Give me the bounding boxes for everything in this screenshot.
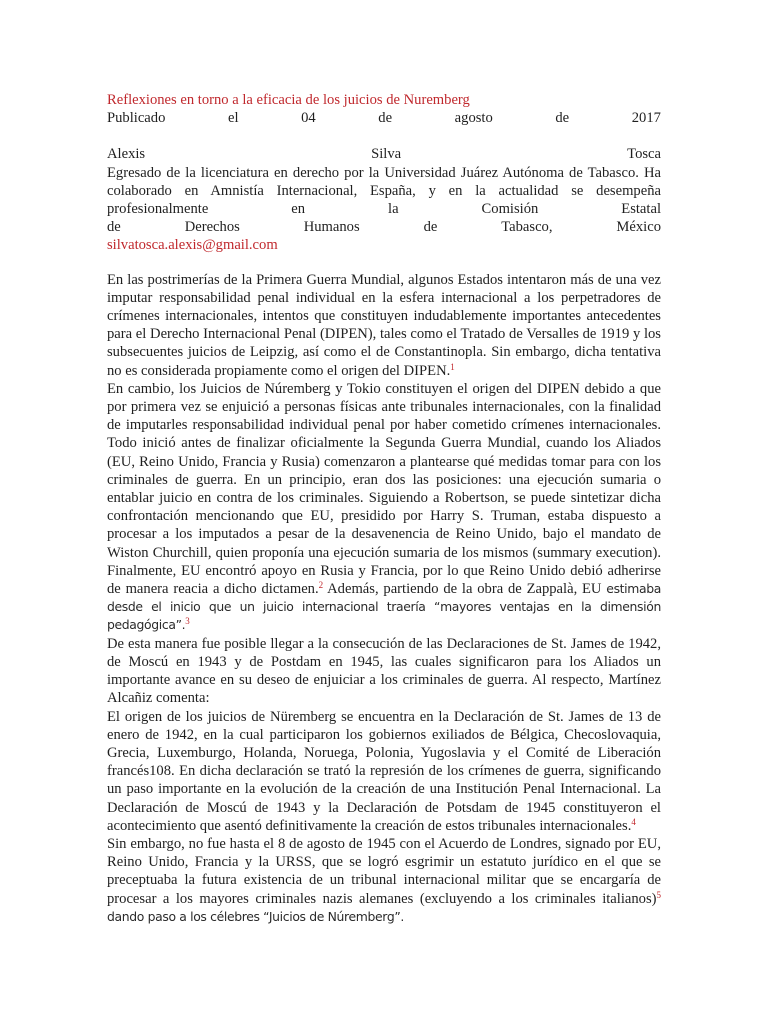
article-title: Reflexiones en torno a la eficacia de los juicios de Nuremberg <box>107 92 470 108</box>
publish-word-7: 2017 <box>631 110 661 127</box>
bio-word-4: de <box>423 219 438 236</box>
paragraph-4-text: El origen de los juicios de Nüremberg se encuentra en la Declaración de St. James de 13 de enero de 1942, en la cual participaron los gobiernos exiliados de Bélgica, Checoslovaquia, Grecia, Luxemburgo, Holanda, Noruega, Polonia, Yugoslavia y el Comité de Liberación francés108. En dicha declaración se trató la represión de los crímenes de guerra, significando un paso importante en la evolución de la creación de una Institución Penal Internacional. La Declaración de Moscú de 1943 y la Declaración de Potsdam de 1945 constituyeron el acontecimiento que asentó definitivamente la creación de estos tribunales internacionales. <box>107 708 661 834</box>
bio-word-6: México <box>616 219 661 236</box>
body-paragraph-4 <box>107 708 661 835</box>
author-bio: Egresado de la licenciatura en derecho por la Universidad Juárez Autónoma de Tabasco. Ha colaborado en Amnistía Internacional, España, y en la actualidad se desempeña profesionalmente en la Comisión Estatal <box>107 164 661 218</box>
paragraph-2-continued: Además, partiendo de la obra de Zappalà, EU <box>323 581 607 598</box>
publish-word-3: 04 <box>301 110 316 127</box>
author-last-name: Tosca <box>627 146 661 163</box>
publish-word-5: agosto <box>454 110 493 127</box>
publish-date-line <box>107 109 661 127</box>
footnote-5-link[interactable]: 5 <box>656 889 661 900</box>
paragraph-5-end: dando paso a los célebres “Juicios de Núremberg”. <box>107 908 405 924</box>
publish-word-4: de <box>378 110 393 127</box>
footnote-3-link[interactable]: 3 <box>185 616 190 627</box>
paragraph-5-text: Sin embargo, no fue hasta el 8 de agosto de 1945 con el Acuerdo de Londres, signado por EU, Reino Unido, Francia y la URSS, que se logró esgrimir un estatuto jurídico en el que se preceptuaba la futura existencia de un tribunal internacional militar que se encargaría de procesar a los mayores criminales nazis alemanes (excluyendo a los criminales italianos) <box>107 835 661 907</box>
publish-word-1: Publicado <box>107 110 166 127</box>
body-paragraph-5 <box>107 835 661 926</box>
author-name-line <box>107 145 661 163</box>
bio-word-5: Tabasco, <box>501 219 553 236</box>
footnote-2-link[interactable]: 2 <box>318 580 324 591</box>
bio-word-3: Humanos <box>303 219 360 236</box>
paragraph-2-text: En cambio, los Juicios de Núremberg y Tokio constituyen el origen del DIPEN debido a que por primera vez se enjuició a personas físicas ante tribunales internacionales, con la finalidad de imputarles responsabilidad individual penal por haber cometido crímenes internacionales. Todo inició antes de finalizar oficialmente la Segunda Guerra Mundial, cuando los Aliados (EU, Reino Unido, Francia y Rusia) comenzaron a plantearse qué medidas tomar para con los criminales de guerra. En un principio, eran dos las posiciones: una ejecución sumaria o entablar juicio en contra de los criminales. Siguiendo a Robertson, se puede sintetizar dicha confrontación mencionando que EU, presidido por Harry S. Truman, estaba dispuesto a procesar a los imputados a pesar de la desavenencia de Reino Unido, bajo el mandato de Wiston Churchill, quien proponía una ejecución sumaria de los mismos (summary execution). Finalmente, EU encontró apoyo en Rusia y Francia, por lo que Reino Unido debió adherirse de manera reacia a dicho dictamen. <box>107 380 661 598</box>
footnote-1-link[interactable]: 1 <box>450 361 455 372</box>
bio-word-1: de <box>107 219 121 236</box>
footnote-4-link[interactable]: 4 <box>631 816 636 827</box>
body-paragraph-2 <box>107 380 661 635</box>
bio-word-2: Derechos <box>184 219 240 236</box>
author-bio-last-line <box>107 218 661 236</box>
body-paragraph-1 <box>107 271 661 380</box>
paragraph-1-text: En las postrimerías de la Primera Guerra Mundial, algunos Estados intentaron más de una vez imputar responsabilidad penal individual en la esfera internacional a los perpetradores de crímenes internacionales, intentos que constituyen indudablemente importantes antecedentes para el Derecho Internacional Penal (DIPEN), tales como el Tratado de Versalles de 1919 y los subsecuentes juicios de Leipzig, así como el de Constantinopla. Sin embargo, dicha tentativa no es considerada propiamente como el origen del DIPEN. <box>107 271 661 379</box>
publish-word-2: el <box>227 110 239 127</box>
author-first-name: Alexis <box>107 146 146 163</box>
author-middle-name: Silva <box>371 146 402 163</box>
publish-word-6: de <box>555 110 570 127</box>
paragraph-2-quote: estimaba desde el inicio que un juicio internacional traería “mayores ventajas en la dimensión pedagógica”. <box>107 581 661 633</box>
body-paragraph-3: De esta manera fue posible llegar a la consecución de las Declaraciones de St. James de 1942, de Moscú en 1943 y de Postdam en 1945, las cuales significaron para los Aliados un importante avance en su deseo de enjuiciar a los criminales de guerra. Al respecto, Martínez Alcañiz comenta: <box>107 635 661 707</box>
author-email-link[interactable]: silvatosca.alexis@gmail.com <box>107 237 278 254</box>
